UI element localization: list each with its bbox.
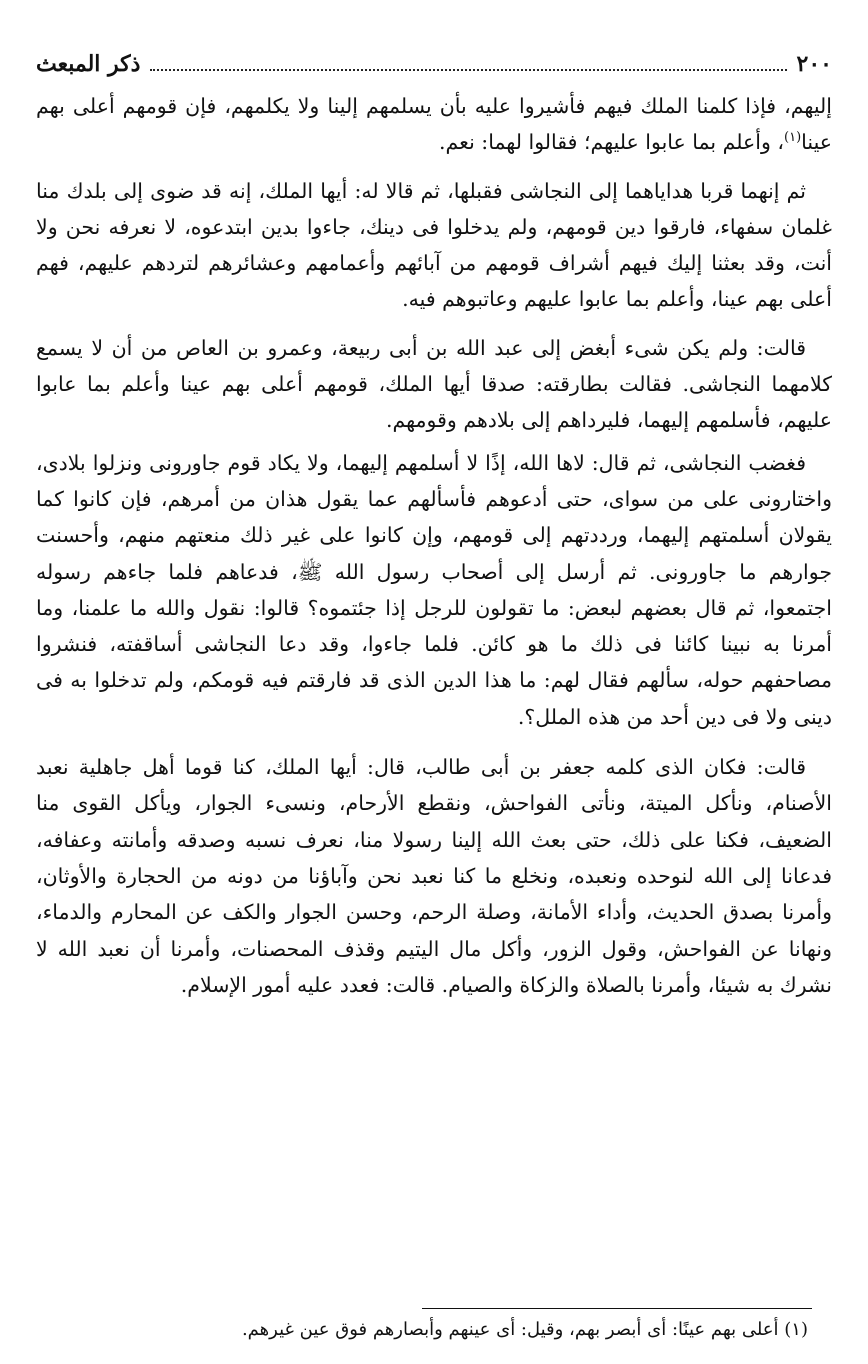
- footnote-marker: (١): [784, 130, 802, 146]
- footnote: (١) أعلى بهم عينًا: أى أبصر بهم، وقيل: أى عينهم وأبصارهم فوق عين غيرهم.: [241, 1319, 808, 1340]
- paragraph-5: قالت: فكان الذى كلمه جعفر بن أبى طالب، قال: أيها الملك، كنا قوما أهل جاهلية نعبد الأصنام، ونأكل الميتة، ونأتى الفواحش، ونقطع الأرحام، ونسىء الجوار، ويأكل القوى منا الضعيف، فكنا على ذلك، حتى بعث الله إلينا رسولا منا، نعرف نسبه وصدقه وأمانته وعفافه، فدعانا إلى الله لنوحده ونعبده، ونخلع ما كنا نعبد نحن وآباؤنا من دونه من الحجارة والأوثان، وأمرنا بصدق الحديث، وأداء الأمانة، وصلة الرحم، وحسن الجوار والكف عن المحارم والدماء، ونهانا عن الفواحش، وقول الزور، وأكل مال اليتيم وقذف المحصنات، وأمرنا أن نعبد الله لا نشرك به شيئا، وأمرنا بالصلاة والزكاة والصيام. قالت: فعدد عليه أمور الإسلام.: [36, 755, 832, 997]
- header-dotted-leader: [150, 69, 786, 71]
- page-number: ٢٠٠: [796, 51, 832, 77]
- chapter-title: ذكر المبعث: [36, 51, 141, 77]
- paragraph-3: قالت: ولم يكن شىء أبغض إلى عبد الله بن أبى ربيعة، وعمرو بن العاص من أن لا يسمع كلامهما النجاشى. فقالت بطارقته: صدقا أيها الملك، قومهم أعلى بهم عينا وأعلم بما عابوا عليهم، فأسلمهم إليهما، فليرداهم إلى بلادهم وقومهم.: [36, 335, 832, 433]
- paragraph-text: إليهم، فإذا كلمنا الملك فيهم فأشيروا عليه بأن يسلمهم إلينا ولا يكلمهم، فإن قومهم أعلى بهم عينا: [36, 94, 832, 155]
- paragraph-4: فغضب النجاشى، ثم قال: لاها الله، إذًا لا أسلمهم إليهما، ولا يكاد قوم جاورونى ونزلوا بلادى، واختارونى على من سواى، حتى أدعوهم فأسألهم عما يقول هذان من أمرهم، فإن كانوا كما يقولان أسلمتهم إليهما، ورددتهم إلى قومهم، وإن كانوا على غير ذلك منعتهم منهم، وأحسنت جوارهم ما جاورونى. ثم أرسل إلى أصحاب رسول الله ﷺ، فدعاهم فلما جاءهم رسوله اجتمعوا، ثم قال بعضهم لبعض: ما تقولون للرجل إذا جئتموه؟ قالوا: نقول والله ما علمنا، وما أمرنا به نبينا كائنا فى ذلك ما هو كائن. فلما جاءوا، وقد دعا النجاشى أساقفته، فنشروا مصاحفهم حوله، سألهم فقال لهم: ما هذا الدين الذى قد فارقتم فيه قومكم، ولم تدخلوا به فى دينى ولا فى دين أحد من هذه الملل؟.: [36, 450, 832, 729]
- running-header: [36, 46, 832, 88]
- paragraph-text-continued: ، وأعلم بما عابوا عليهم؛ فقالوا لهما: نعم.: [439, 130, 784, 155]
- footnote-separator: [422, 1308, 812, 1309]
- paragraph-2: ثم إنهما قربا هداياهما إلى النجاشى فقبلها، ثم قالا له: أيها الملك، إنه قد ضوى إلى بلدك منا غلمان سفهاء، فارقوا دين قومهم، ولم يدخلوا فى دينك، جاءوا بدين ابتدعوه، لا نعرفه نحن ولا أنت، وقد بعثنا إليك فيهم أشراف قومهم من آبائهم وأعمامهم وعشائرهم لتردهم عليهم، فهم أعلى بهم عينا، وأعلم بما عابوا عليهم وعاتبوهم فيه.: [36, 178, 832, 312]
- paragraph-1: [36, 88, 832, 161]
